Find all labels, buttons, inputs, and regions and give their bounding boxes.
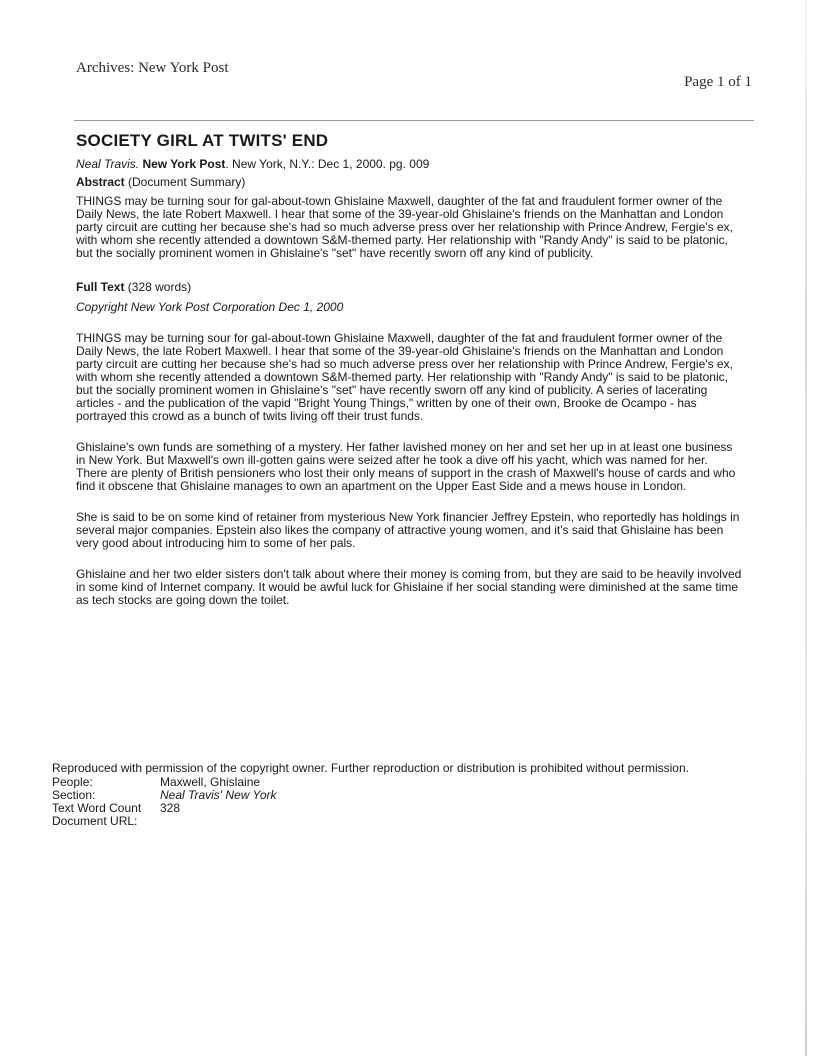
word-count-value: 328 xyxy=(160,801,181,815)
section-label: Section: xyxy=(52,788,96,802)
fulltext-heading xyxy=(76,280,742,294)
abstract-suffix: (Document Summary) xyxy=(124,175,246,189)
author: Neal Travis. xyxy=(76,157,140,171)
abstract-label: Abstract xyxy=(76,175,125,189)
page-number: Page 1 of 1 xyxy=(684,74,752,90)
reproduction-notice: Reproduced with permission of the copyright owner. Further reproduction or distribution is prohibited without permission. xyxy=(52,761,689,775)
abstract-text: THINGS may be turning sour for gal-about-town Ghislaine Maxwell, daughter of the fat and fraudulent former owner of the Daily News, the late Robert Maxwell. I hear that some of the 39-year-old Ghislaine's friends on the Manhattan and London party circuit are cutting her because she's had so much adverse press over her relationship with Prince Andrew, Fergie's ex, with whom she recently attended a downtown S&M-themed party. Her relationship with "Randy Andy" is said to be platonic, but the socially prominent women in Ghislaine's "set" have recently sworn off any kind of publicity. xyxy=(76,194,733,260)
body-paragraph: Ghislaine's own funds are something of a mystery. Her father lavished money on her and set her up in at least one business in New York. But Maxwell's own ill-gotten gains were seized after he took a dive off his yacht, which was named for her. There are plenty of British pensioners who lost their only means of support in the crash of Maxwell's house of cards and who find it obscene that Ghislaine manages to own an apartment on the Upper East Side and a mews house in London. xyxy=(76,440,736,493)
body-paragraph: She is said to be on some kind of retainer from mysterious New York financier Jeffrey Epstein, who reportedly has holdings in several major companies. Epstein also likes the company of attractive young women, and it's said that Ghislaine has been very good about introducing him to some of her pals. xyxy=(76,510,740,550)
fulltext-word-count: (328 words) xyxy=(124,280,192,294)
word-count-row xyxy=(52,802,742,815)
publication-details: . New York, N.Y.: Dec 1, 2000. pg. 009 xyxy=(225,157,430,171)
document-url-row xyxy=(52,815,742,828)
archive-source: Archives: New York Post xyxy=(76,60,229,76)
document-url-label: Document URL: xyxy=(52,814,138,828)
document-footer xyxy=(52,762,742,828)
copyright-notice: Copyright New York Post Corporation Dec 1, 2000 xyxy=(76,300,344,314)
people-value: Maxwell, Ghislaine xyxy=(160,775,261,789)
word-count-label: Text Word Count xyxy=(52,801,142,815)
scan-edge-line xyxy=(805,0,807,1056)
body-paragraph: Ghislaine and her two elder sisters don't talk about where their money is coming from, but they are said to be heavily involved in some kind of Internet company. It would be awful luck for Ghislaine if her social standing were diminished at the same time as tech stocks are going down the toilet. xyxy=(76,567,742,607)
people-row xyxy=(52,776,742,789)
publication-name: New York Post xyxy=(142,157,226,171)
people-label: People: xyxy=(52,775,93,789)
fulltext-label: Full Text xyxy=(76,280,125,294)
article xyxy=(76,131,742,625)
section-value: Neal Travis' New York xyxy=(160,788,277,802)
byline xyxy=(76,157,742,171)
header-divider xyxy=(74,120,754,121)
abstract-heading xyxy=(76,175,742,189)
body-paragraph: THINGS may be turning sour for gal-about-town Ghislaine Maxwell, daughter of the fat and fraudulent former owner of the Daily News, the late Robert Maxwell. I hear that some of the 39-year-old Ghislaine's friends on the Manhattan and London party circuit are cutting her because she's had so much adverse press over her relationship with Prince Andrew, Fergie's ex, with whom she recently attended a downtown S&M-themed party. Her relationship with "Randy Andy" is said to be platonic, but the socially prominent women in Ghislaine's "set" have recently sworn off any kind of publicity. A series of lacerating articles - and the publication of the vapid "Bright Young Things," written by one of their own, Brooke de Ocampo - has portrayed this crowd as a bunch of twits living off their trust funds. xyxy=(76,331,733,423)
section-row xyxy=(52,789,742,802)
article-headline: SOCIETY GIRL AT TWITS' END xyxy=(76,131,329,150)
